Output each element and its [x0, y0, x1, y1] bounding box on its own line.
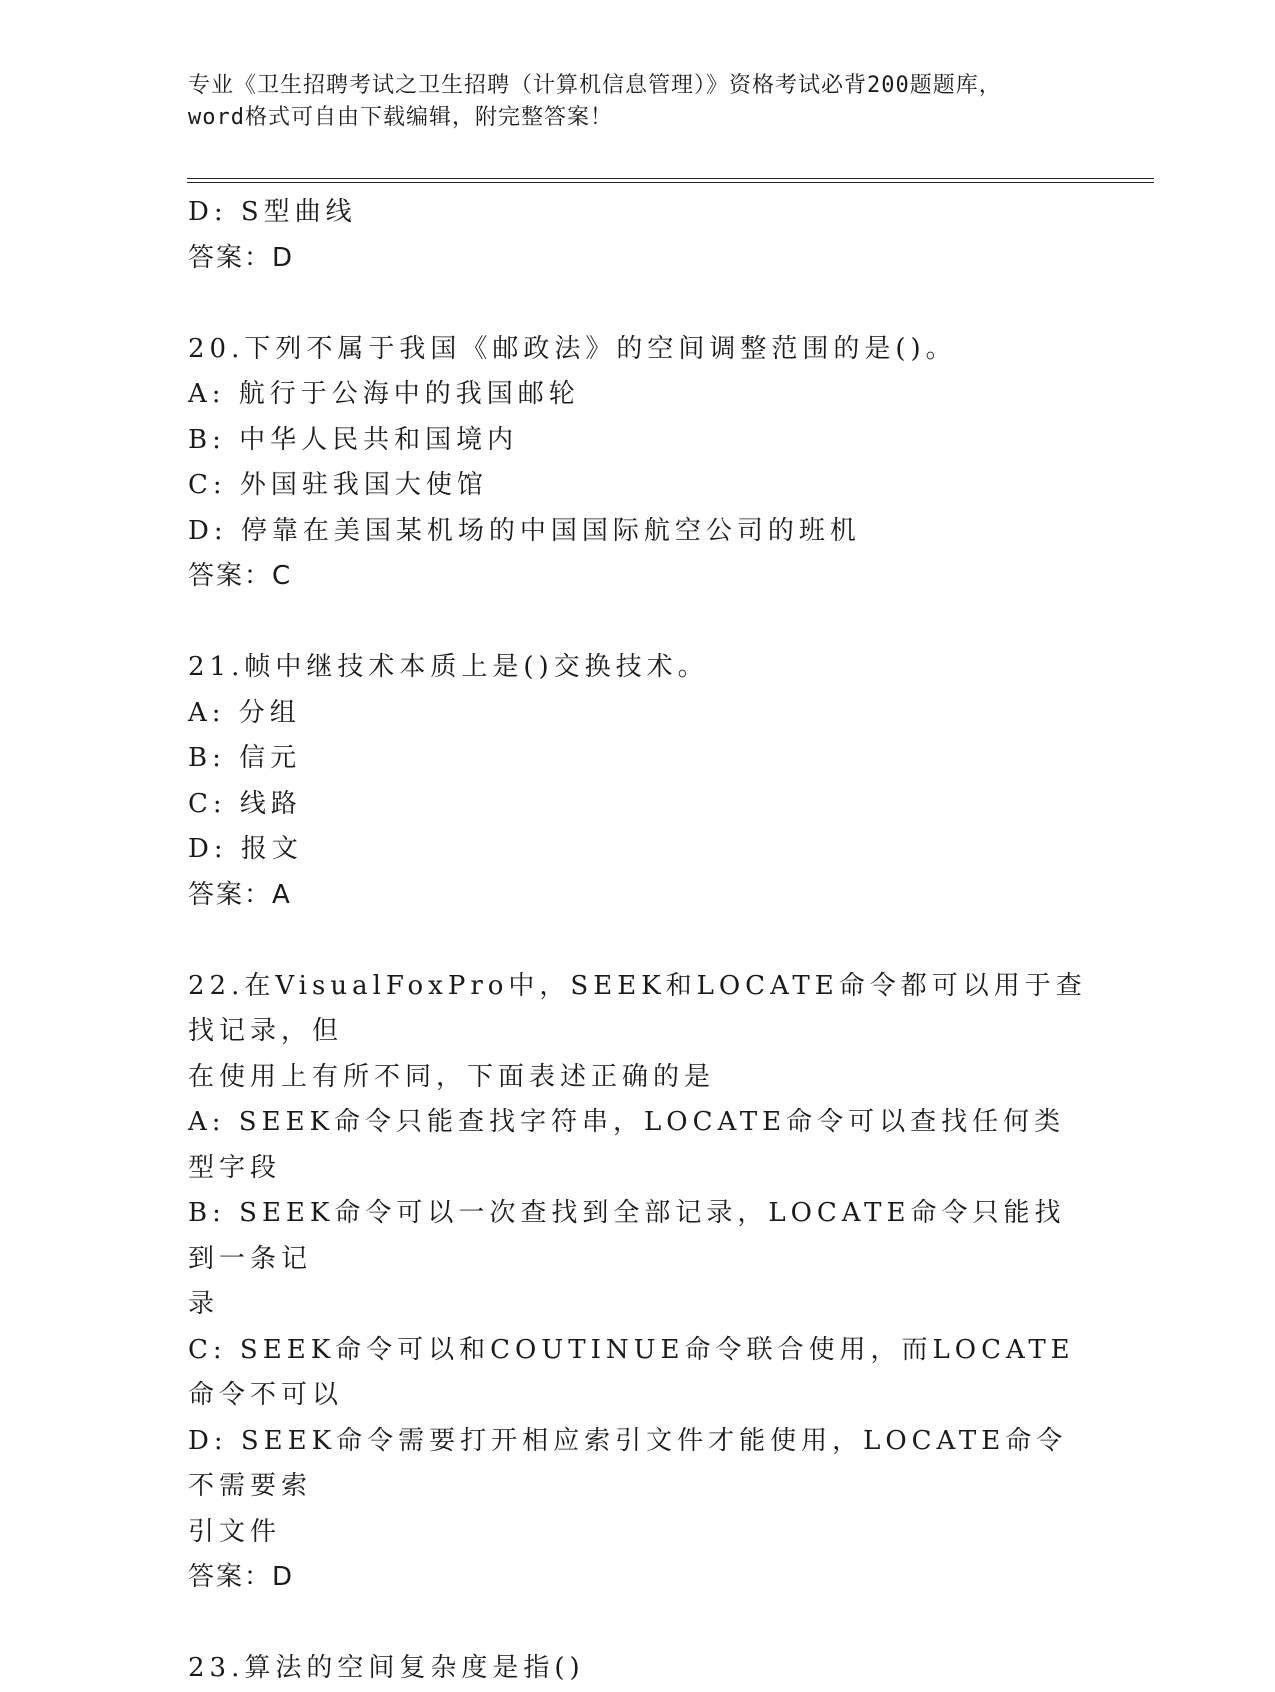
question-21 — [188, 645, 1088, 918]
answer: 答案：A — [188, 879, 292, 910]
answer: 答案：D — [188, 242, 295, 273]
option-c: C: 线路 — [188, 788, 302, 819]
option-d: D: S型曲线 — [188, 197, 357, 227]
option-b: B: 中华人民共和国境内 — [188, 424, 519, 455]
question-list — [188, 190, 1088, 1692]
header-divider — [187, 178, 1154, 183]
option-c: C: SEEK命令可以和COUTINUE命令联合使用，而LOCATE命令不可以 — [188, 1334, 1075, 1410]
question-23 — [188, 1646, 1088, 1692]
option-c: C: 外国驻我国大使馆 — [188, 470, 488, 500]
option-d: D: 停靠在美国某机场的中国国际航空公司的班机 — [188, 515, 861, 546]
question-20 — [188, 327, 1088, 600]
question-22 — [188, 964, 1088, 1601]
question-stem: 21.帧中继技术本质上是()交换技术。 — [188, 652, 709, 682]
question-stem-line-1: 22.在VisualFoxPro中，SEEK和LOCATE命令都可以用于查找记录，但 — [188, 970, 1087, 1046]
previous-question-tail — [188, 190, 1088, 281]
question-stem: 20.下列不属于我国《邮政法》的空间调整范围的是()。 — [188, 333, 957, 364]
option-d-line-2: 引文件 — [188, 1516, 282, 1547]
option-d-line-1: D: SEEK命令需要打开相应索引文件才能使用，LOCATE命令不需要索 — [188, 1425, 1068, 1501]
option-b-line-2: 录 — [188, 1289, 220, 1319]
answer: 答案：D — [188, 1562, 295, 1592]
question-stem: 23.算法的空间复杂度是指() — [188, 1653, 585, 1683]
question-stem-line-2: 在使用上有所不同，下面表述正确的是 — [188, 1061, 716, 1092]
header-line-2: word格式可自由下载编辑，附完整答案！ — [188, 105, 613, 130]
option-b-line-1: B: SEEK命令可以一次查找到全部记录，LOCATE命令只能找到一条记 — [188, 1198, 1066, 1274]
header-line-1: 专业《卫生招聘考试之卫生招聘（计算机信息管理）》资格考试必背200题题库， — [188, 73, 1002, 98]
option-a: A: SEEK命令只能查找字符串，LOCATE命令可以查找任何类型字段 — [188, 1107, 1066, 1183]
option-a: A: 航行于公海中的我国邮轮 — [188, 379, 580, 409]
option-b: B: 信元 — [188, 743, 302, 773]
answer: 答案：C — [188, 561, 293, 591]
option-a: A: 分组 — [188, 697, 301, 728]
option-d: D: 报文 — [188, 834, 303, 864]
document-header — [188, 70, 1068, 134]
